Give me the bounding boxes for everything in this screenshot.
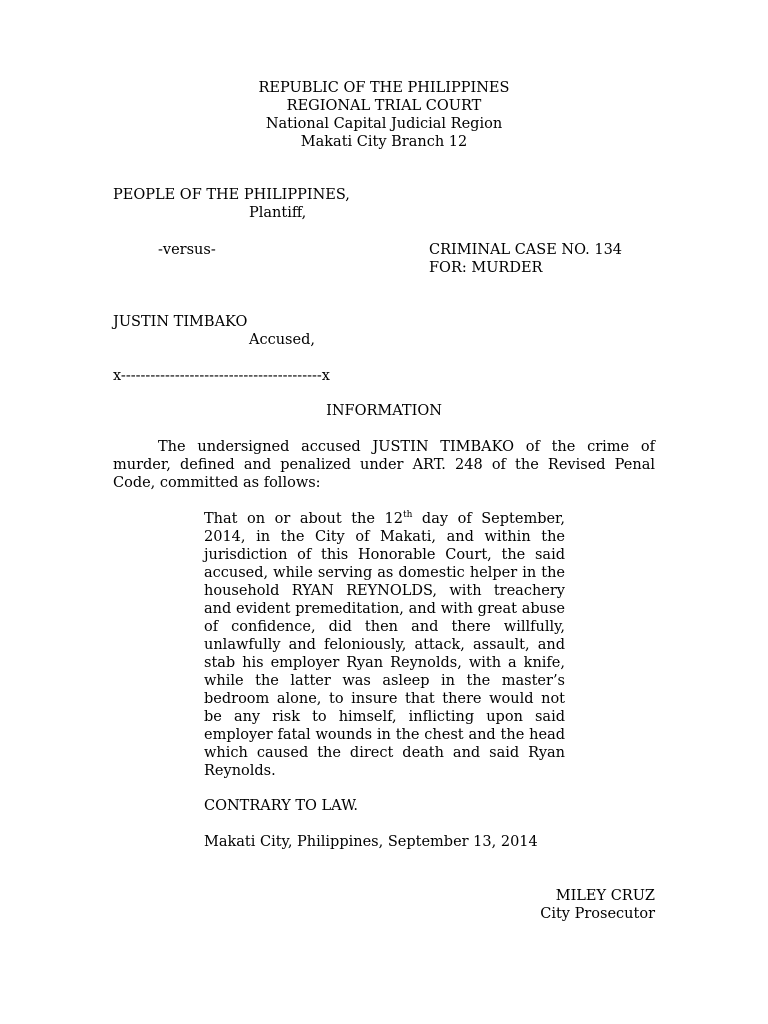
allegation-part2: day of September, 2014, in the City of Makati, and within the jurisdiction of this Honorable Court, the said accused, while serving as domestic helper in the household RYAN REYNOLDS, with treachery and evident premeditation, and with great abuse of confidence, did then and there willfully, unlawfully and feloniously, attack, assault, and stab his employer Ryan Reynolds, with a knife, while the latter was asleep in the master’s bedroom alone, to insure that there would not be any risk to himself, inflicting upon said employer fatal wounds in the chest and the head which caused the direct death and said Ryan Reynolds. [204, 511, 566, 779]
place-and-date: Makati City, Philippines, September 13, 2014 [204, 834, 538, 850]
header-branch: Makati City Branch 12 [300, 134, 468, 150]
allegation-part1: That on or about the 12 [204, 511, 403, 527]
plaintiff-name: PEOPLE OF THE PHILIPPINES, [113, 187, 350, 203]
header-republic: REPUBLIC OF THE PHILIPPINES [258, 80, 510, 96]
accused-name: JUSTIN TIMBAKO [113, 314, 248, 330]
allegation-superscript: th [402, 510, 413, 521]
signatory-name: MILEY CRUZ [555, 888, 655, 904]
document-title: INFORMATION [326, 403, 442, 419]
intro-text: The undersigned accused JUSTIN TIMBAKO of the crime of murder, defined and penalized under ART. 248 of the Revised Penal Code, committed as follows: [113, 439, 655, 491]
versus-label: -versus- [158, 242, 216, 258]
intro-paragraph [113, 438, 655, 492]
caption-separator: x-----------------------------------------x [113, 368, 330, 384]
accused-role: Accused, [249, 332, 315, 348]
plaintiff-role: Plantiff, [249, 205, 307, 221]
case-number: CRIMINAL CASE NO. 134 [429, 242, 623, 258]
header-court: REGIONAL TRIAL COURT [286, 98, 482, 114]
allegation-paragraph [204, 510, 565, 780]
header-region: National Capital Judicial Region [265, 116, 503, 132]
contrary-to-law: CONTRARY TO LAW. [204, 798, 359, 814]
case-offense: FOR: MURDER [429, 260, 543, 276]
signatory-title: City Prosecutor [540, 906, 655, 922]
